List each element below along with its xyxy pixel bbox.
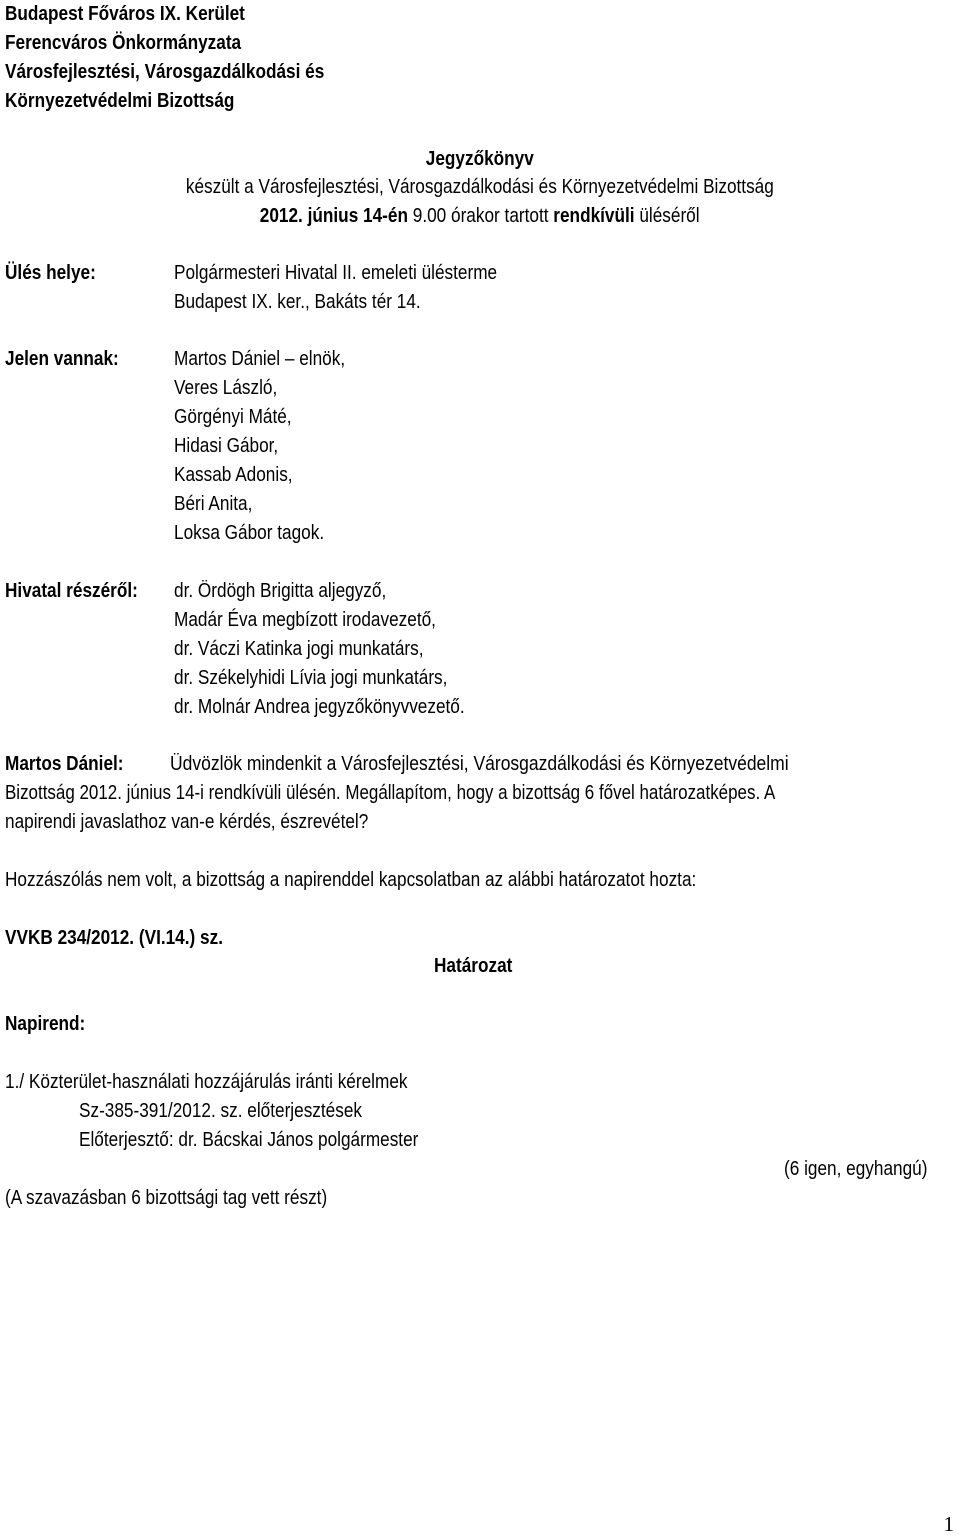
- document-title: Jegyzőkönyv: [425, 148, 535, 170]
- member-item: Martos Dániel – elnök,: [174, 348, 346, 370]
- header-line-2: Ferencváros Önkormányzata: [5, 32, 242, 54]
- office-person: dr. Ördögh Brigitta aljegyző,: [174, 580, 387, 602]
- agenda-presenter: Előterjesztő: dr. Bácskai János polgármester: [79, 1129, 419, 1151]
- agenda-item: 1./ Közterület-használati hozzájárulás iránti kérelmek: [5, 1071, 408, 1093]
- resolution-title: Határozat: [434, 955, 513, 977]
- speech-speaker: Martos Dániel:: [5, 753, 124, 775]
- no-comment-text: Hozzászólás nem volt, a bizottság a napirenddel kapcsolatban az alábbi határozatot hozta:: [5, 869, 697, 891]
- page-number: 1: [943, 1512, 954, 1536]
- header-line-3: Városfejlesztési, Városgazdálkodási és: [5, 61, 325, 83]
- speech-line-2: Bizottság 2012. június 14-i rendkívüli ülésén. Megállapítom, hogy a bizottság 6 fővel határozatképes. A: [5, 782, 776, 804]
- vote-result: (6 igen, egyhangú): [784, 1158, 928, 1180]
- header-line-4: Környezetvédelmi Bizottság: [5, 90, 235, 112]
- office-person: dr. Váczi Katinka jogi munkatárs,: [174, 638, 424, 660]
- member-item: Hidasi Gábor,: [174, 435, 279, 457]
- document-subtitle-1: készült a Városfejlesztési, Városgazdálkodási és Környezetvédelmi Bizottság: [186, 176, 774, 198]
- agenda-label: Napirend:: [5, 1013, 86, 1035]
- agenda-reference: Sz-385-391/2012. sz. előterjesztések: [79, 1100, 363, 1122]
- member-item: Görgényi Máté,: [174, 406, 292, 428]
- member-item: Veres László,: [174, 377, 278, 399]
- header-line-1: Budapest Főváros IX. Kerület: [5, 3, 245, 25]
- speech-line-1-text: Üdvözlök mindenkit a Városfejlesztési, Városgazdálkodási és Környezetvédelmi: [170, 753, 789, 775]
- speech-line-3: napirendi javaslathoz van-e kérdés, észrevétel?: [5, 811, 369, 833]
- vote-participants: (A szavazásban 6 bizottsági tag vett részt): [5, 1187, 328, 1209]
- venue-label: Ülés helye:: [5, 262, 96, 284]
- present-label: Jelen vannak:: [5, 348, 119, 370]
- member-item: Kassab Adonis,: [174, 464, 293, 486]
- venue-line-1: Polgármesteri Hivatal II. emeleti ülésterme: [174, 262, 498, 284]
- member-item: Loksa Gábor tagok.: [174, 522, 325, 544]
- resolution-number: VVKB 234/2012. (VI.14.) sz.: [5, 927, 223, 949]
- office-person: dr. Székelyhidi Lívia jogi munkatárs,: [174, 667, 448, 689]
- office-person: Madár Éva megbízott irodavezető,: [174, 609, 436, 631]
- member-item: Béri Anita,: [174, 493, 253, 515]
- office-person: dr. Molnár Andrea jegyzőkönyvvezető.: [174, 696, 465, 718]
- venue-line-2: Budapest IX. ker., Bakáts tér 14.: [174, 291, 421, 313]
- document-subtitle-2: 2012. június 14-én 9.00 órakor tartott rendkívüli üléséről: [260, 205, 700, 227]
- office-label: Hivatal részéről:: [5, 580, 138, 602]
